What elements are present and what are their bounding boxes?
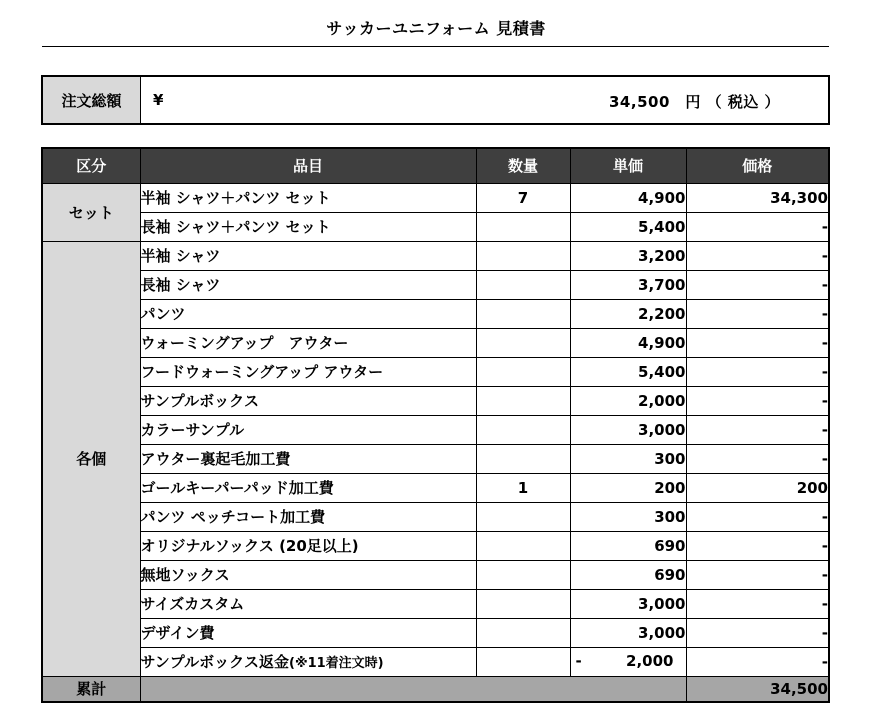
- price-cell[interactable]: -: [686, 241, 829, 270]
- quantity-cell[interactable]: [476, 299, 570, 328]
- table-row: [42, 444, 829, 473]
- item-cell[interactable]: 半袖 シャツ＋パンツ セット: [140, 183, 476, 212]
- sum-spacer[interactable]: [140, 676, 686, 702]
- item-cell[interactable]: 無地ソックス: [140, 560, 476, 589]
- currency-symbol: ¥: [153, 91, 164, 109]
- item-cell[interactable]: ウォーミングアップ アウター: [140, 328, 476, 357]
- unit-price-cell[interactable]: 4,900: [570, 328, 686, 357]
- table-row: [42, 415, 829, 444]
- unit-price-cell[interactable]: 690: [570, 560, 686, 589]
- refund-item-label: サンプルボックス返金: [140, 653, 290, 671]
- price-cell[interactable]: -: [686, 589, 829, 618]
- unit-price-cell[interactable]: 3,200: [570, 241, 686, 270]
- sum-row: [42, 676, 829, 702]
- quantity-cell[interactable]: [476, 241, 570, 270]
- unit-price-cell[interactable]: 3,000: [570, 589, 686, 618]
- table-header-row: [42, 148, 829, 183]
- price-cell[interactable]: -: [686, 299, 829, 328]
- item-cell[interactable]: パンツ ペッチコート加工費: [140, 502, 476, 531]
- price-cell[interactable]: 200: [686, 473, 829, 502]
- unit-price-cell[interactable]: 300: [570, 444, 686, 473]
- unit-price-cell[interactable]: 5,400: [570, 357, 686, 386]
- estimate-table: [41, 147, 830, 703]
- price-cell[interactable]: -: [686, 502, 829, 531]
- table-row: [42, 241, 829, 270]
- category-set[interactable]: セット: [42, 183, 140, 241]
- quantity-cell[interactable]: [476, 212, 570, 241]
- order-total-label: 注文総額: [43, 77, 141, 123]
- table-row: [42, 299, 829, 328]
- quantity-cell[interactable]: [476, 444, 570, 473]
- item-cell[interactable]: 半袖 シャツ: [140, 241, 476, 270]
- table-row: [42, 328, 829, 357]
- table-row: [42, 386, 829, 415]
- price-cell[interactable]: -: [686, 415, 829, 444]
- item-cell[interactable]: サンプルボックス: [140, 386, 476, 415]
- item-cell[interactable]: サイズカスタム: [140, 589, 476, 618]
- price-cell[interactable]: -: [686, 444, 829, 473]
- quantity-cell[interactable]: [476, 589, 570, 618]
- unit-price-cell[interactable]: 3,000: [570, 415, 686, 444]
- unit-price-cell[interactable]: 3,700: [570, 270, 686, 299]
- page-title: サッカーユニフォーム 見積書: [326, 19, 546, 38]
- quantity-cell[interactable]: [476, 560, 570, 589]
- item-cell[interactable]: デザイン費: [140, 618, 476, 647]
- item-cell-refund[interactable]: [140, 647, 476, 676]
- unit-price-cell[interactable]: 4,900: [570, 183, 686, 212]
- price-cell[interactable]: -: [686, 531, 829, 560]
- quantity-cell[interactable]: [476, 328, 570, 357]
- price-cell[interactable]: -: [686, 270, 829, 299]
- item-cell[interactable]: ゴールキーパーパッド加工費: [140, 473, 476, 502]
- unit-price-cell[interactable]: 2,200: [570, 299, 686, 328]
- unit-price-cell[interactable]: 690: [570, 531, 686, 560]
- table-row: [42, 357, 829, 386]
- quantity-cell[interactable]: [476, 502, 570, 531]
- quantity-cell[interactable]: [476, 357, 570, 386]
- table-row: [42, 589, 829, 618]
- item-cell[interactable]: パンツ: [140, 299, 476, 328]
- item-cell[interactable]: 長袖 シャツ＋パンツ セット: [140, 212, 476, 241]
- header-item: 品目: [140, 148, 476, 183]
- price-cell[interactable]: 34,300: [686, 183, 829, 212]
- quantity-cell[interactable]: [476, 270, 570, 299]
- quantity-cell[interactable]: [476, 647, 570, 676]
- unit-price-cell[interactable]: 200: [570, 473, 686, 502]
- price-cell[interactable]: -: [686, 328, 829, 357]
- item-cell[interactable]: カラーサンプル: [140, 415, 476, 444]
- header-quantity: 数量: [476, 148, 570, 183]
- table-row: [42, 212, 829, 241]
- category-each[interactable]: 各個: [42, 241, 140, 676]
- negative-sign: -: [575, 651, 582, 670]
- item-cell[interactable]: 長袖 シャツ: [140, 270, 476, 299]
- quantity-cell[interactable]: 1: [476, 473, 570, 502]
- quantity-cell[interactable]: [476, 531, 570, 560]
- table-row: [42, 618, 829, 647]
- quantity-cell[interactable]: 7: [476, 183, 570, 212]
- table-row: [42, 473, 829, 502]
- unit-price-cell[interactable]: 300: [570, 502, 686, 531]
- header-unit-price: 単価: [570, 148, 686, 183]
- header-category: 区分: [42, 148, 140, 183]
- quantity-cell[interactable]: [476, 415, 570, 444]
- unit-price-cell[interactable]: 5,400: [570, 212, 686, 241]
- order-total-amount: 34,500 円 （ 税込 ）: [609, 93, 781, 111]
- item-cell[interactable]: アウター裏起毛加工費: [140, 444, 476, 473]
- quantity-cell[interactable]: [476, 386, 570, 415]
- item-cell[interactable]: オリジナルソックス (20足以上): [140, 531, 476, 560]
- order-total-value[interactable]: [141, 77, 828, 123]
- price-cell[interactable]: -: [686, 386, 829, 415]
- price-cell[interactable]: -: [686, 647, 829, 676]
- unit-price-cell[interactable]: 2,000: [570, 386, 686, 415]
- table-row: [42, 270, 829, 299]
- sum-price[interactable]: 34,500: [686, 676, 829, 702]
- price-cell[interactable]: -: [686, 357, 829, 386]
- table-row: [42, 502, 829, 531]
- price-cell[interactable]: -: [686, 618, 829, 647]
- item-cell[interactable]: フードウォーミングアップ アウター: [140, 357, 476, 386]
- table-row: [42, 647, 829, 676]
- table-row: [42, 183, 829, 212]
- title-divider: [42, 46, 829, 47]
- order-total-box: [41, 75, 830, 125]
- table-row: [42, 560, 829, 589]
- refund-item-note: (※11着注文時): [289, 656, 384, 671]
- sum-label[interactable]: 累計: [42, 676, 140, 702]
- quantity-cell[interactable]: [476, 618, 570, 647]
- unit-price-cell[interactable]: [570, 647, 686, 676]
- price-cell[interactable]: -: [686, 560, 829, 589]
- price-cell[interactable]: -: [686, 212, 829, 241]
- unit-price-value: 2,000: [626, 651, 674, 670]
- unit-price-cell[interactable]: 3,000: [570, 618, 686, 647]
- table-row: [42, 531, 829, 560]
- header-price: 価格: [686, 148, 829, 183]
